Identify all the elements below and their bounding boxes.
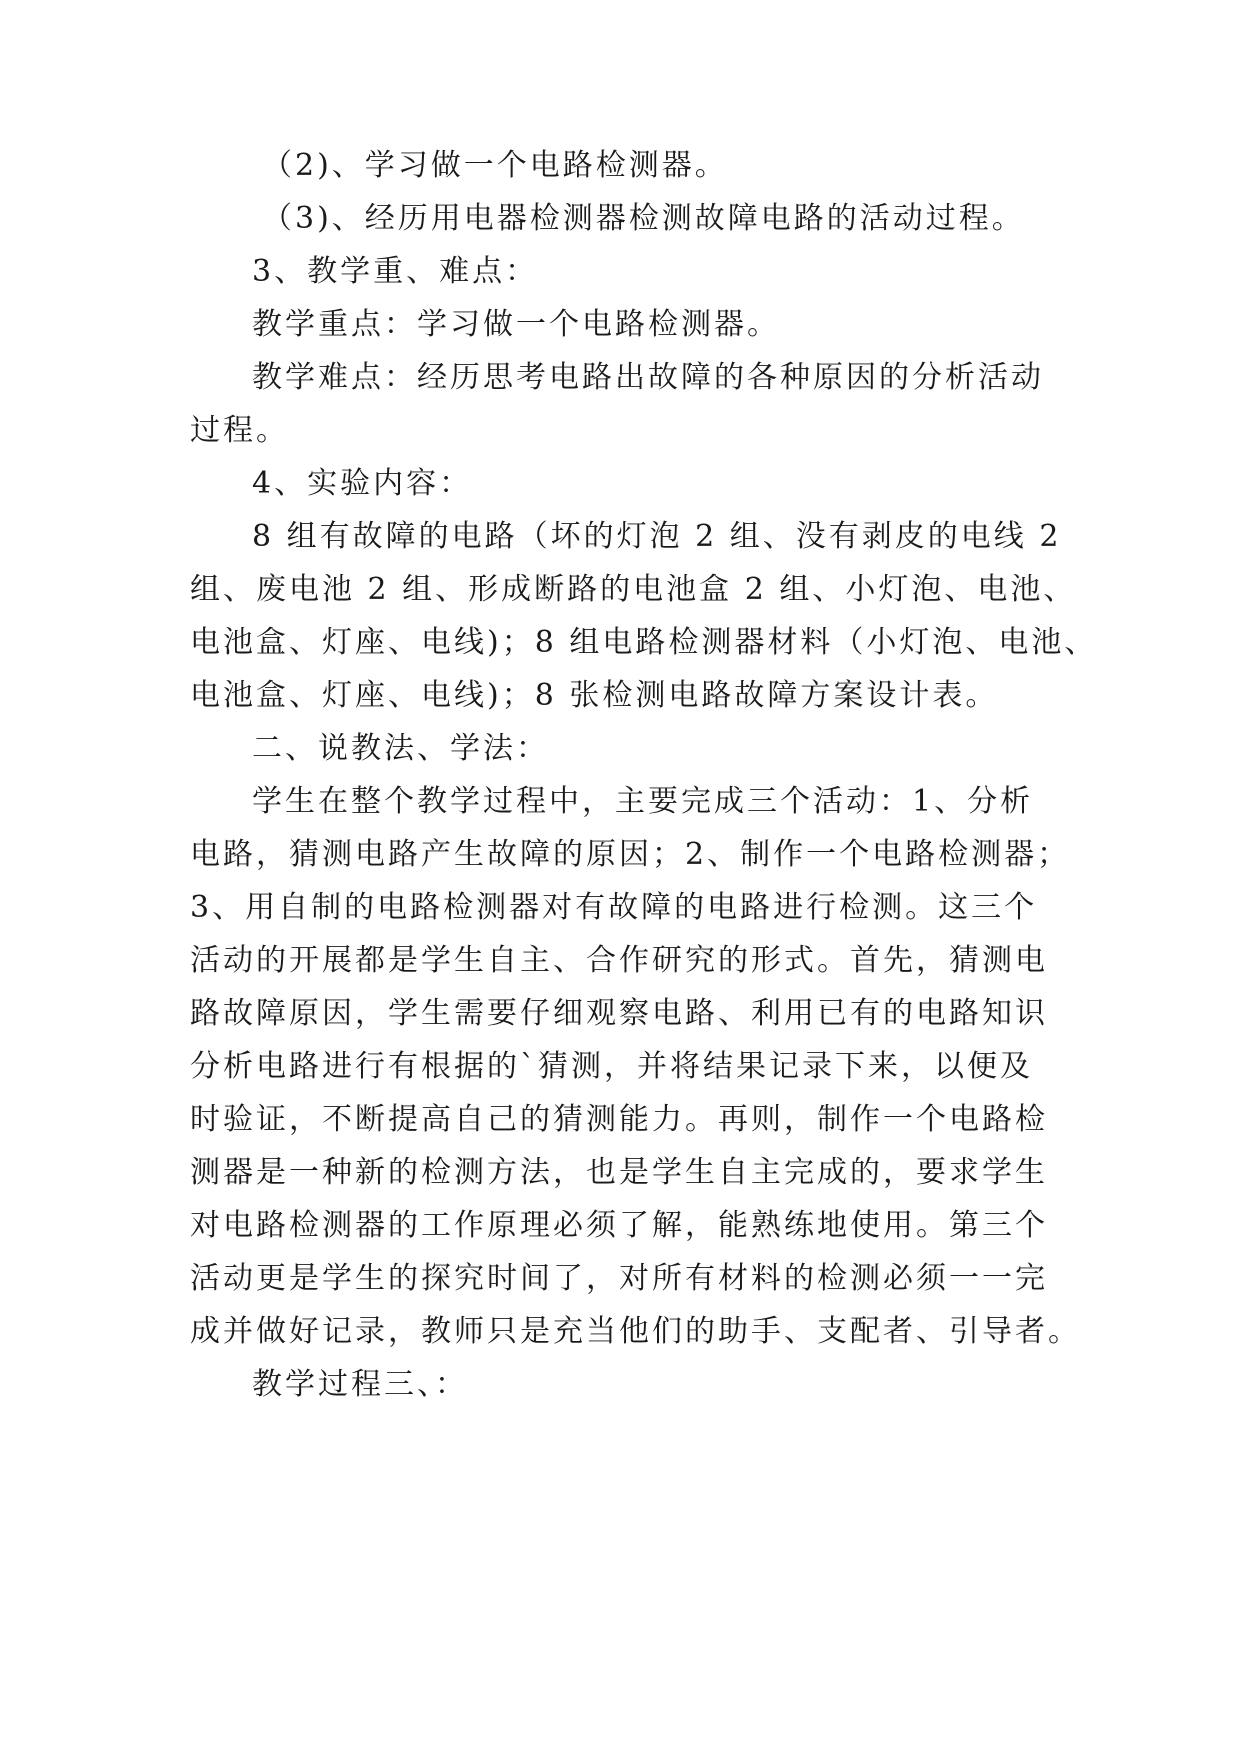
section-heading: 4、实验内容：	[252, 466, 473, 501]
text-line: 学生在整个教学过程中，主要完成三个活动：1、分析	[252, 784, 1034, 819]
text-line: 时验证，不断提高自己的猜测能力。再则，制作一个电路检	[190, 1102, 1048, 1137]
text-line: 电池盒、灯座、电线)；8 张检测电路故障方案设计表。	[190, 678, 999, 713]
text-line: 路故障原因，学生需要仔细观察电路、利用已有的电路知识	[190, 996, 1048, 1031]
text-line: （3)、经历用电器检测器检测故障电路的活动过程。	[262, 201, 1025, 236]
text-line: 教学重点：学习做一个电路检测器。	[252, 307, 780, 342]
text-line: 对电路检测器的工作原理必须了解，能熟练地使用。第三个	[190, 1208, 1048, 1243]
text-line: 活动的开展都是学生自主、合作研究的形式。首先，猜测电	[190, 943, 1048, 978]
section-heading: 教学过程三、：	[252, 1367, 468, 1402]
text-line: （2)、学习做一个电路检测器。	[262, 148, 728, 183]
text-line: 教学难点：经历思考电路出故障的各种原因的分析活动	[252, 360, 1044, 395]
text-line: 成并做好记录，教师只是充当他们的助手、支配者、引导者。	[190, 1314, 1081, 1349]
text-line: 3、用自制的电路检测器对有故障的电路进行检测。这三个	[190, 890, 1038, 925]
section-heading: 3、教学重、难点：	[252, 254, 539, 289]
text-line: 组、废电池 2 组、形成断路的电池盒 2 组、小灯泡、电池、	[190, 572, 1077, 607]
section-heading: 二、说教法、学法：	[252, 731, 549, 766]
text-line: 分析电路进行有根据的`猜测，并将结果记录下来，以便及	[190, 1049, 1033, 1084]
text-line: 电路，猜测电路产生故障的原因；2、制作一个电路检测器；	[190, 837, 1071, 872]
text-line: 过程。	[190, 413, 289, 448]
text-line: 测器是一种新的检测方法，也是学生自主完成的，要求学生	[190, 1155, 1048, 1190]
text-line: 活动更是学生的探究时间了，对所有材料的检测必须一一完	[190, 1261, 1048, 1296]
text-line: 电池盒、灯座、电线)；8 组电路检测器材料（小灯泡、电池、	[190, 625, 1098, 660]
text-line: 8 组有故障的电路（坏的灯泡 2 组、没有剥皮的电线 2	[252, 519, 1062, 554]
